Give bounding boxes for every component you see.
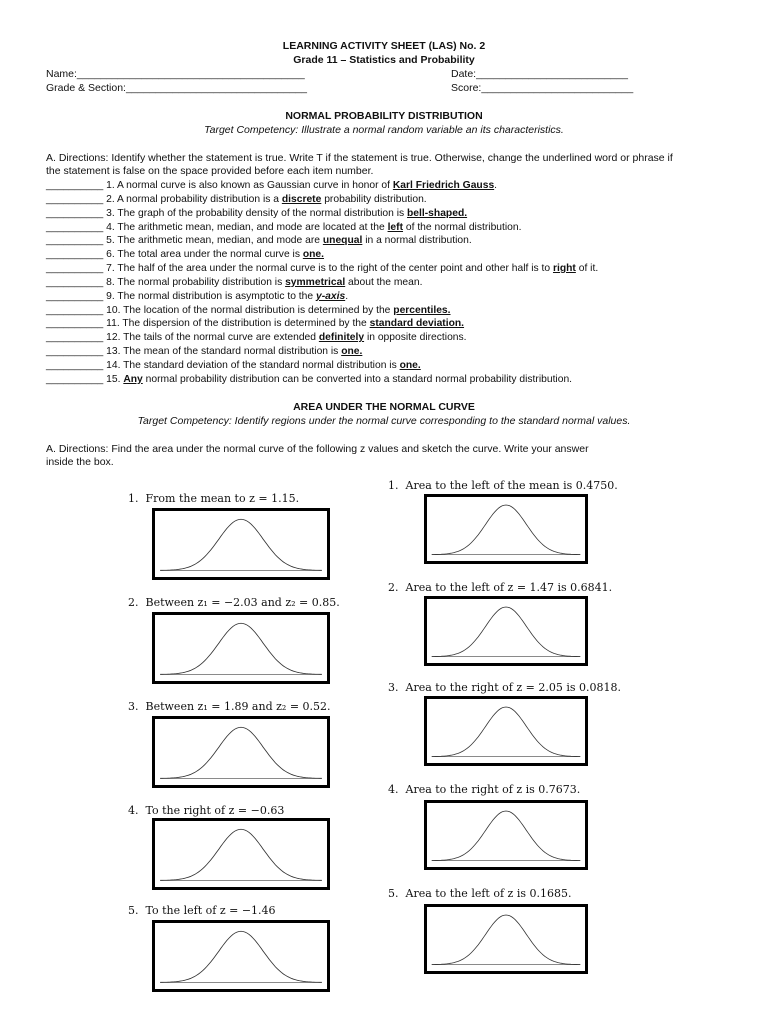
- left-problem-label: 2. Between z₁ = −2.03 and z₂ = 0.85.: [128, 596, 340, 609]
- grade-section-field[interactable]: Grade & Section:_______________________________: [46, 82, 307, 94]
- normal-curve-icon: [427, 699, 585, 763]
- part2-competency: Target Competency: Identify regions under the normal curve corresponding to the standard normal values.: [137, 415, 631, 427]
- list-item[interactable]: __________ 12. The tails of the normal curve are extended definitely in opposite directions.: [46, 332, 467, 344]
- left-problem-label: 1. From the mean to z = 1.15.: [128, 492, 300, 505]
- bell-curve: [432, 607, 581, 657]
- list-item[interactable]: __________ 11. The dispersion of the distribution is determined by the standard deviation.: [46, 318, 465, 330]
- answer-box[interactable]: [152, 920, 330, 992]
- right-problem-label: 4. Area to the right of z is 0.7673.: [388, 783, 581, 796]
- sheet-subtitle: Grade 11 – Statistics and Probability: [293, 54, 475, 66]
- bell-curve: [160, 727, 322, 778]
- bell-curve: [160, 519, 322, 570]
- part1-heading: NORMAL PROBABILITY DISTRIBUTION: [285, 110, 483, 122]
- list-item[interactable]: __________ 14. The standard deviation of the standard normal distribution is one.: [46, 359, 421, 371]
- normal-curve-icon: [427, 497, 585, 561]
- normal-curve-icon: [427, 907, 585, 971]
- date-field[interactable]: Date:__________________________: [451, 68, 628, 80]
- list-item[interactable]: __________ 7. The half of the area under the normal curve is to the right of the center point and other half is to right of it.: [46, 263, 599, 275]
- part1-directions-line2: the statement is false on the space provided before each item number.: [46, 165, 374, 177]
- list-item[interactable]: __________ 13. The mean of the standard normal distribution is one.: [46, 346, 363, 358]
- name-field[interactable]: Name:_______________________________________: [46, 68, 305, 80]
- part2-directions-line1: A. Directions: Find the area under the normal curve of the following z values and sketch the curve. Write your answer: [46, 443, 589, 455]
- list-item[interactable]: __________ 4. The arithmetic mean, median, and mode are located at the left of the normal distribution.: [46, 221, 522, 233]
- right-problem-label: 2. Area to the left of z = 1.47 is 0.6841.: [388, 581, 613, 594]
- normal-curve-icon: [155, 719, 327, 785]
- list-item[interactable]: __________ 15. Any normal probability distribution can be converted into a standard normal probability distribution.: [46, 373, 573, 385]
- normal-curve-icon: [427, 599, 585, 663]
- bell-curve: [160, 829, 322, 880]
- list-item[interactable]: __________ 1. A normal curve is also known as Gaussian curve in honor of Karl Friedrich Gauss.: [46, 180, 498, 191]
- left-problem-label: 3. Between z₁ = 1.89 and z₂ = 0.52.: [128, 700, 331, 713]
- normal-curve-icon: [155, 615, 327, 681]
- list-item[interactable]: __________ 8. The normal probability distribution is symmetrical about the mean.: [46, 276, 423, 288]
- part2-heading: AREA UNDER THE NORMAL CURVE: [293, 401, 475, 413]
- score-field[interactable]: Score:__________________________: [451, 82, 634, 94]
- sheet-title: LEARNING ACTIVITY SHEET (LAS) No. 2: [282, 40, 486, 52]
- bell-curve: [432, 915, 581, 965]
- bell-curve: [160, 623, 322, 674]
- part2-directions-line2: inside the box.: [46, 456, 114, 468]
- answer-box[interactable]: [424, 800, 588, 870]
- answer-box[interactable]: [152, 716, 330, 788]
- bell-curve: [160, 931, 322, 982]
- part1-directions-line1: A. Directions: Identify whether the statement is true. Write T if the statement is true. Otherwise, change the underlined word or phrase if: [46, 152, 673, 164]
- list-item[interactable]: __________ 3. The graph of the probability density of the normal distribution is bell-shaped.: [46, 207, 468, 219]
- list-item[interactable]: __________ 9. The normal distribution is asymptotic to the y-axis.: [46, 290, 349, 302]
- right-problem-label: 1. Area to the left of the mean is 0.4750.: [388, 479, 618, 492]
- answer-box[interactable]: [424, 494, 588, 564]
- bell-curve: [432, 811, 581, 861]
- list-item[interactable]: __________ 2. A normal probability distribution is a discrete probability distribution.: [46, 193, 427, 205]
- answer-box[interactable]: [152, 612, 330, 684]
- left-problem-label: 5. To the left of z = −1.46: [128, 904, 276, 917]
- normal-curve-icon: [427, 803, 585, 867]
- right-problem-label: 5. Area to the left of z is 0.1685.: [388, 887, 572, 900]
- answer-box[interactable]: [424, 596, 588, 666]
- normal-curve-icon: [155, 511, 327, 577]
- answer-box[interactable]: [152, 508, 330, 580]
- bell-curve: [432, 707, 581, 757]
- answer-box[interactable]: [152, 818, 330, 890]
- bell-curve: [432, 505, 581, 555]
- answer-box[interactable]: [424, 696, 588, 766]
- part1-competency: Target Competency: Illustrate a normal random variable an its characteristics.: [204, 124, 564, 136]
- list-item[interactable]: __________ 5. The arithmetic mean, median, and mode are unequal in a normal distribution.: [46, 235, 472, 247]
- right-problem-label: 3. Area to the right of z = 2.05 is 0.0818.: [388, 681, 621, 694]
- list-item[interactable]: __________ 6. The total area under the normal curve is one.: [46, 249, 325, 261]
- list-item[interactable]: __________ 10. The location of the normal distribution is determined by the percentiles.: [46, 304, 451, 316]
- true-false-items: [46, 179, 746, 387]
- normal-curve-icon: [155, 821, 327, 887]
- normal-curve-icon: [155, 923, 327, 989]
- left-problem-label: 4. To the right of z = −0.63: [128, 804, 285, 817]
- answer-box[interactable]: [424, 904, 588, 974]
